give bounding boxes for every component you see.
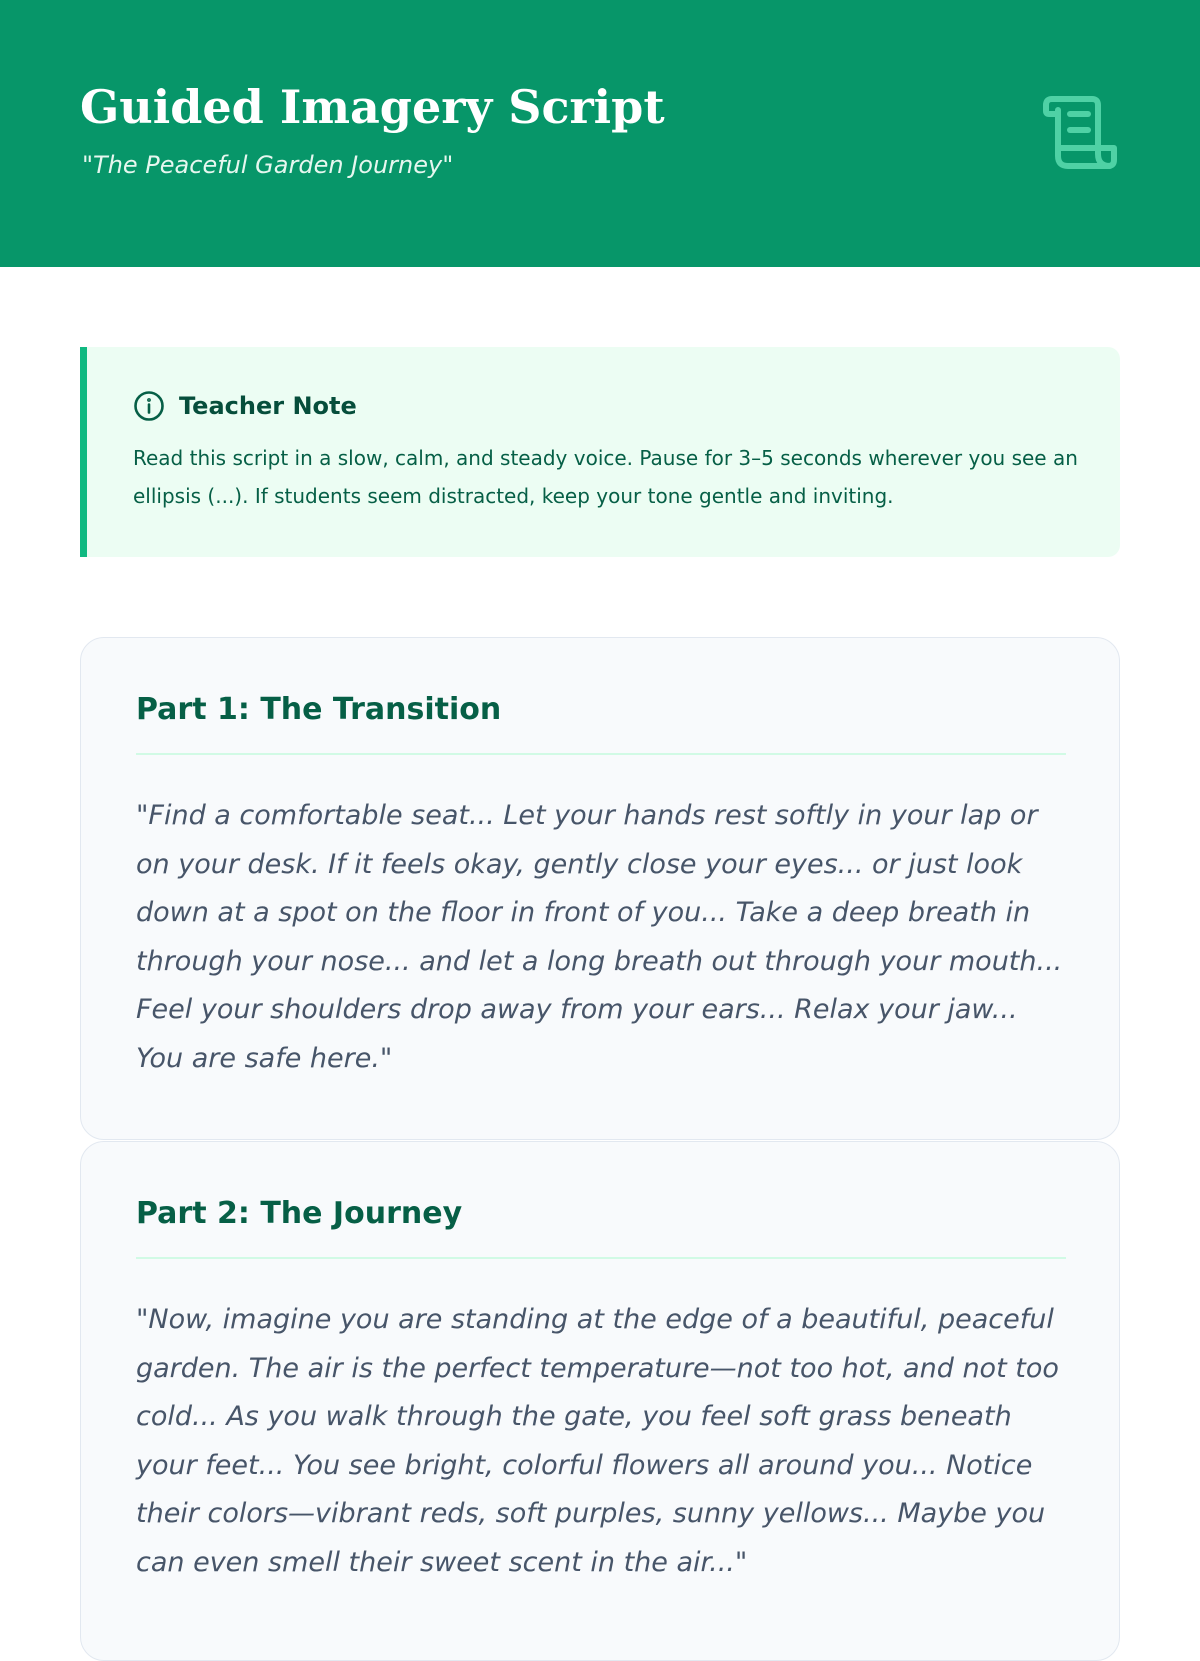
teacher-note-title: Teacher Note (179, 392, 357, 420)
section-script-text: "Now, imagine you are standing at the edge of a beautiful, peaceful garden. The air is the perfect temperature—not too hot, and not too cold... As you walk through the gate, you feel soft grass beneath your feet... You see bright, colorful flowers all around you... Notice their colors—vibrant reds, soft purples, sunny yellows... Maybe you can even smell their sweet scent in the air..." (136, 1304, 1059, 1578)
teacher-note-text: Read this script in a slow, calm, and steady voice. Pause for 3–5 seconds wherever you see an ellipsis (...). If students seem distracted, keep your tone gentle and inviting. (133, 446, 1078, 508)
script-section-journey (80, 1141, 1120, 1661)
section-divider (136, 1257, 1066, 1259)
page-subtitle: "The Peaceful Garden Journey" (82, 151, 454, 179)
teacher-note (80, 347, 1120, 557)
section-script-text: "Find a comfortable seat... Let your hands rest softly in your lap or on your desk. If it feels okay, gently close your eyes... or just look down at a spot on the floor in front of you... Take a deep breath in through your nose... and let a long breath out through your mouth... Feel your shoulders drop away from your ears... Relax your jaw... You are safe here." (136, 800, 1063, 1074)
page-title: Guided Imagery Script (80, 80, 665, 134)
scroll-icon (1040, 96, 1120, 170)
section-title: Part 2: The Journey (136, 1196, 463, 1231)
page-header (0, 0, 1200, 267)
script-section-transition (80, 637, 1120, 1140)
section-title: Part 1: The Transition (136, 692, 502, 727)
info-icon (133, 390, 165, 422)
teacher-note-header (133, 390, 357, 422)
section-divider (136, 753, 1066, 755)
